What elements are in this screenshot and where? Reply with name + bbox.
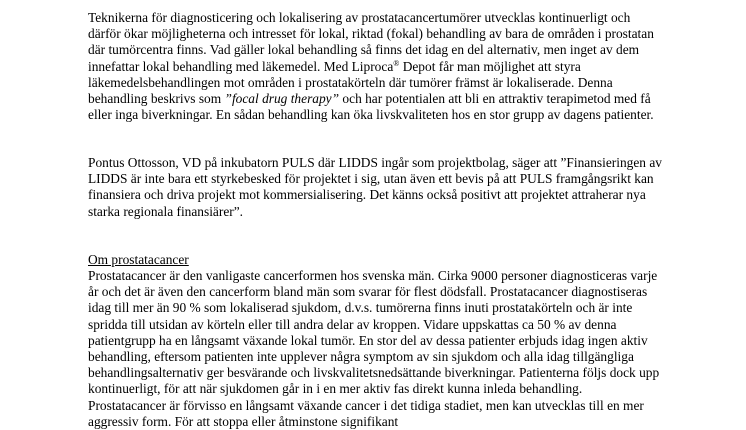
emphasis-focal-drug-therapy: ”focal drug therapy”: [224, 91, 340, 107]
section-heading: Om prostatacancer: [88, 252, 189, 267]
paragraph-text: Depot får man möjlighet att styra läkemedelsbehandlingen mot områden i prostatakörteln där tumörer främst är lokaliserade. Denna behandling beskrivs som: [88, 58, 613, 107]
paragraph-focal-treatment: [88, 10, 663, 123]
paragraph-quote: Pontus Ottosson, VD på inkubatorn PULS där LIDDS ingår som projektbolag, säger att ”Finansieringen av LIDDS är inte bara ett styrkebesked för projektet i sig, utan även ett bevis på att PULS framgångsrikt kan finansiera och driva projekt mot kommersialisering. Det känns också positivt att projektet attraherar nya starka regionala finansiärer”.: [88, 155, 662, 219]
paragraph-about-prostate-cancer: Prostatacancer är den vanligaste cancerformen hos svenska män. Cirka 9000 personer diagnosticeras varje år och det är även den cancerform bland män som svarar för flest dödsfall. Prostatacancer diagnostiseras idag till mer än 90 % som lokaliserad sjukdom, d.v.s. tumörerna finns inuti prostatakörteln och är inte spridda till utsidan av körteln eller till andra delar av kroppen. Vidare uppskattas ca 50 % av denna patientgrupp ha en långsamt växande lokal tumör. En stor del av dessa patienter erbjuds idag ingen aktiv behandling, eftersom patienten inte upplever några symptom av sin sjukdom och alla idag tillgängliga behandlingsalternativ ger besvärande och livskvalitetsnedsättande biverkningar. Patienterna följs dock upp kontinuerligt, för att när sjukdomen går in i en mer aktiv fas direkt kunna inleda behandling. Prostatacancer är förvisso en långsamt växande cancer i det tidiga stadiet, men kan utvecklas till en mer aggressiv form. För att stoppa eller åtminstone signifikant: [88, 268, 660, 429]
paragraph-text: och har potentialen att bli en attraktiv terapimetod med få eller inga biverkningar. En sådan behandling kan öka livskvaliteten hos en stor grupp av dagens patienter.: [88, 91, 654, 123]
registered-trademark: ®: [393, 58, 400, 68]
paragraph-text: Teknikerna för diagnosticering och lokalisering av prostatacancertumörer utvecklas kontinuerligt och därför ökar möjligheterna och intresset för lokal, riktad (fokal) behandling av bara de områden i prostatan där tumörcentra finns. Vad gäller lokal behandling så finns det idag en del alternativ, men inget av dem innefattar lokal behandling med läkemedel. Med Liproca: [88, 10, 654, 74]
